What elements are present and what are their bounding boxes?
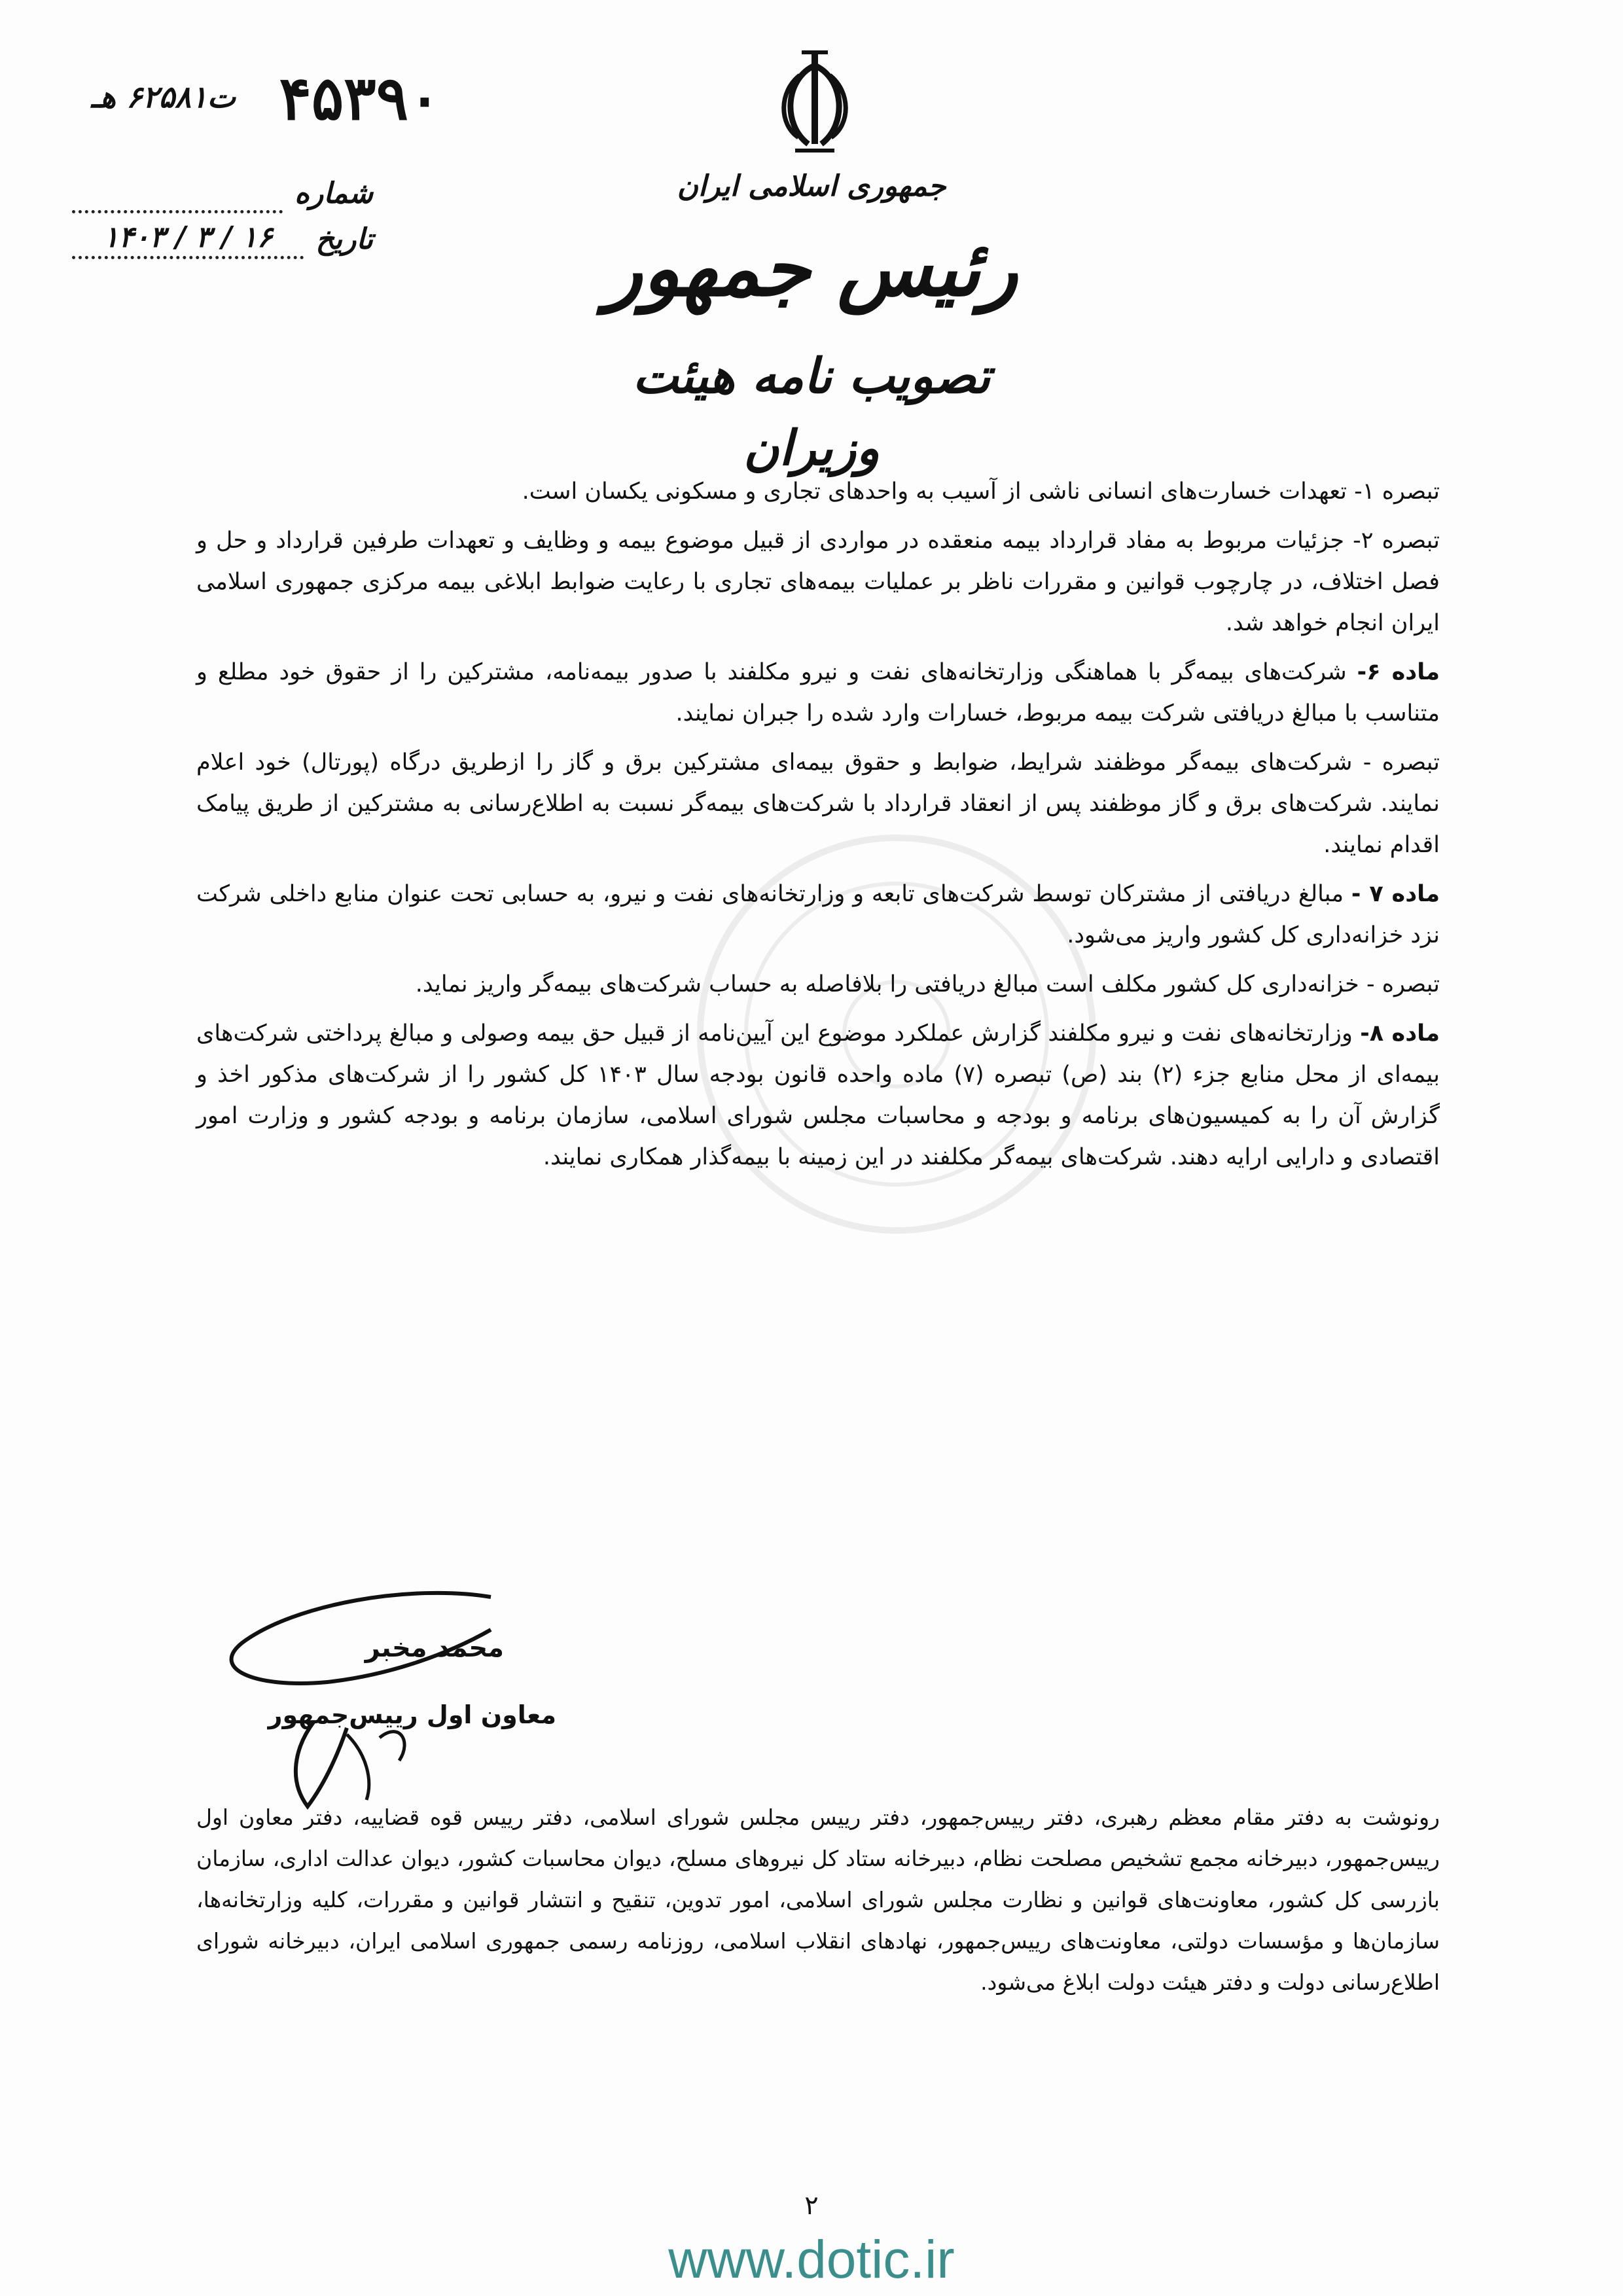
date-value: ۱۶ / ۳ / ۱۴۰۳	[72, 219, 304, 259]
reference-line	[46, 62, 465, 134]
copy-distribution-text: رونوشت به دفتر مقام معظم رهبری، دفتر رییس‌جمهور، دفتر رییس مجلس شورای اسلامی، دفتر رییس قوه قضاییه، دفتر معاون اول رییس‌جمهور، دبیرخانه مجمع تشخیص مصلحت نظام، دبیرخانه ستاد کل نیروهای مسلح، دیوان محاسبات کشور، دیوان عدالت اداری، سازمان بازرسی کل کشور، معاونت‌های قوانین و نظارت مجلس شورای اسلامی، امور تدوین، تنقیح و انتشار قوانین و مقررات، کلیه وزارتخانه‌ها، سازمان‌ها و مؤسسات دولتی، معاونت‌های رییس‌جمهور، نهادهای انقلاب اسلامی، روزنامه رسمی جمهوری اسلامی ایران، دبیرخانه شورای اطلاع‌رسانی دولت و دفتر هیئت دولت ابلاغ می‌شود.	[196, 1804, 1440, 1995]
article-6	[196, 652, 1440, 734]
note-1: تبصره ۱- تعهدات خسارت‌های انسانی ناشی از آسیب به واحدهای تجاری و مسکونی یکسان است.	[522, 478, 1440, 505]
article-7	[196, 874, 1440, 956]
number-row	[72, 170, 373, 213]
copy-distribution	[196, 1797, 1440, 2011]
page-number: ۲	[804, 2191, 819, 2221]
signatory-name: محمد مخبر	[365, 1633, 504, 1663]
stamp-number: ۴۵۳۹۰	[279, 63, 441, 134]
article-6-note: تبصره - شرکت‌های بیمه‌گر موظفند شرایط، ضوابط و حقوق بیمه‌ای مشترکین برق و گاز را ازطریق درگاه (پورتال) خود اعلام نمایند. شرکت‌های برق و گاز موظفند پس از انعقاد قرارداد با شرکت‌های بیمه‌گر نسبت به اطلاع‌رسانی به مشترکین از طریق پیامک اقدام نمایند.	[196, 749, 1440, 858]
article-6-title: ماده ۶-	[1357, 659, 1440, 685]
article-6-text: شرکت‌های بیمه‌گر با هماهنگی وزارتخانه‌های نفت و نیرو مکلفند با صدور بیمه‌نامه، مشترکین را از حقوق خود مطلع و متناسب با مبالغ دریافتی شرکت بیمه مربوط، خسارات وارد شده را جبران نمایند.	[196, 659, 1440, 726]
date-label: تاریخ	[315, 223, 373, 256]
article-8	[196, 1013, 1440, 1178]
republic-heading: جمهوری اسلامی ایران	[677, 170, 946, 203]
reference-code: ت۶۲۵۸۱ هـ	[91, 79, 236, 115]
cabinet-approval-heading: تصویب نامه هیئت وزیران	[632, 348, 991, 476]
article-7-note: تبصره - خزانه‌داری کل کشور مکلف است مبالغ دریافتی را بلافاصله به حساب شرکت‌های بیمه‌گر واریز نماید.	[415, 971, 1440, 997]
document-body	[196, 471, 1440, 1186]
date-row	[72, 216, 373, 259]
article-7-text: مبالغ دریافتی از مشترکان توسط شرکت‌های تابعه و وزارتخانه‌های نفت و نیرو، به حسابی تحت عنوان منابع داخلی شرکت نزد خزانه‌داری کل کشور واریز می‌شود.	[196, 881, 1440, 948]
iran-emblem-icon	[759, 46, 870, 157]
article-7-title: ماده ۷ -	[1351, 881, 1440, 907]
article-8-text: وزارتخانه‌های نفت و نیرو مکلفند گزارش عملکرد موضوع این آیین‌نامه از قبیل حق بیمه وصولی و مبالغ پرداختی شرکت‌های بیمه‌ای از محل منابع جزء (۲) بند (ص) تبصره (۷) ماده واحده قانون بودجه سال ۱۴۰۳ کل کشور را از شرکت‌های مذکور اخذ و گزارش آن را به کمیسیون‌های برنامه و بودجه و محاسبات مجلس شورای اسلامی، سازمان برنامه و بودجه کشور و وزارت امور اقتصادی و دارایی ارایه دهند. شرکت‌های بیمه‌گر مکلفند در این زمینه با بیمه‌گذار همکاری نمایند.	[196, 1020, 1440, 1170]
signature-block	[216, 1584, 582, 1820]
source-url: www.dotic.ir	[668, 2230, 955, 2289]
note-2: تبصره ۲- جزئیات مربوط به مفاد قرارداد بیمه منعقده در مواردی از قبیل موضوع بیمه و وظایف و تعهدات طرفین قرارداد و حل و فصل اختلاف، در چارچوب قوانین و مقررات ناظر بر عملیات بیمه‌های تجاری با رعایت ضوابط ابلاغی بیمه مرکزی جمهوری اسلامی ایران انجام خواهد شد.	[196, 528, 1440, 636]
article-8-title: ماده ۸-	[1360, 1020, 1440, 1047]
number-value	[72, 210, 283, 213]
signatory-title: معاون اول رییس‌جمهور	[268, 1700, 556, 1729]
number-label: شماره	[294, 177, 373, 210]
president-heading: رئیس جمهور	[605, 223, 1018, 314]
